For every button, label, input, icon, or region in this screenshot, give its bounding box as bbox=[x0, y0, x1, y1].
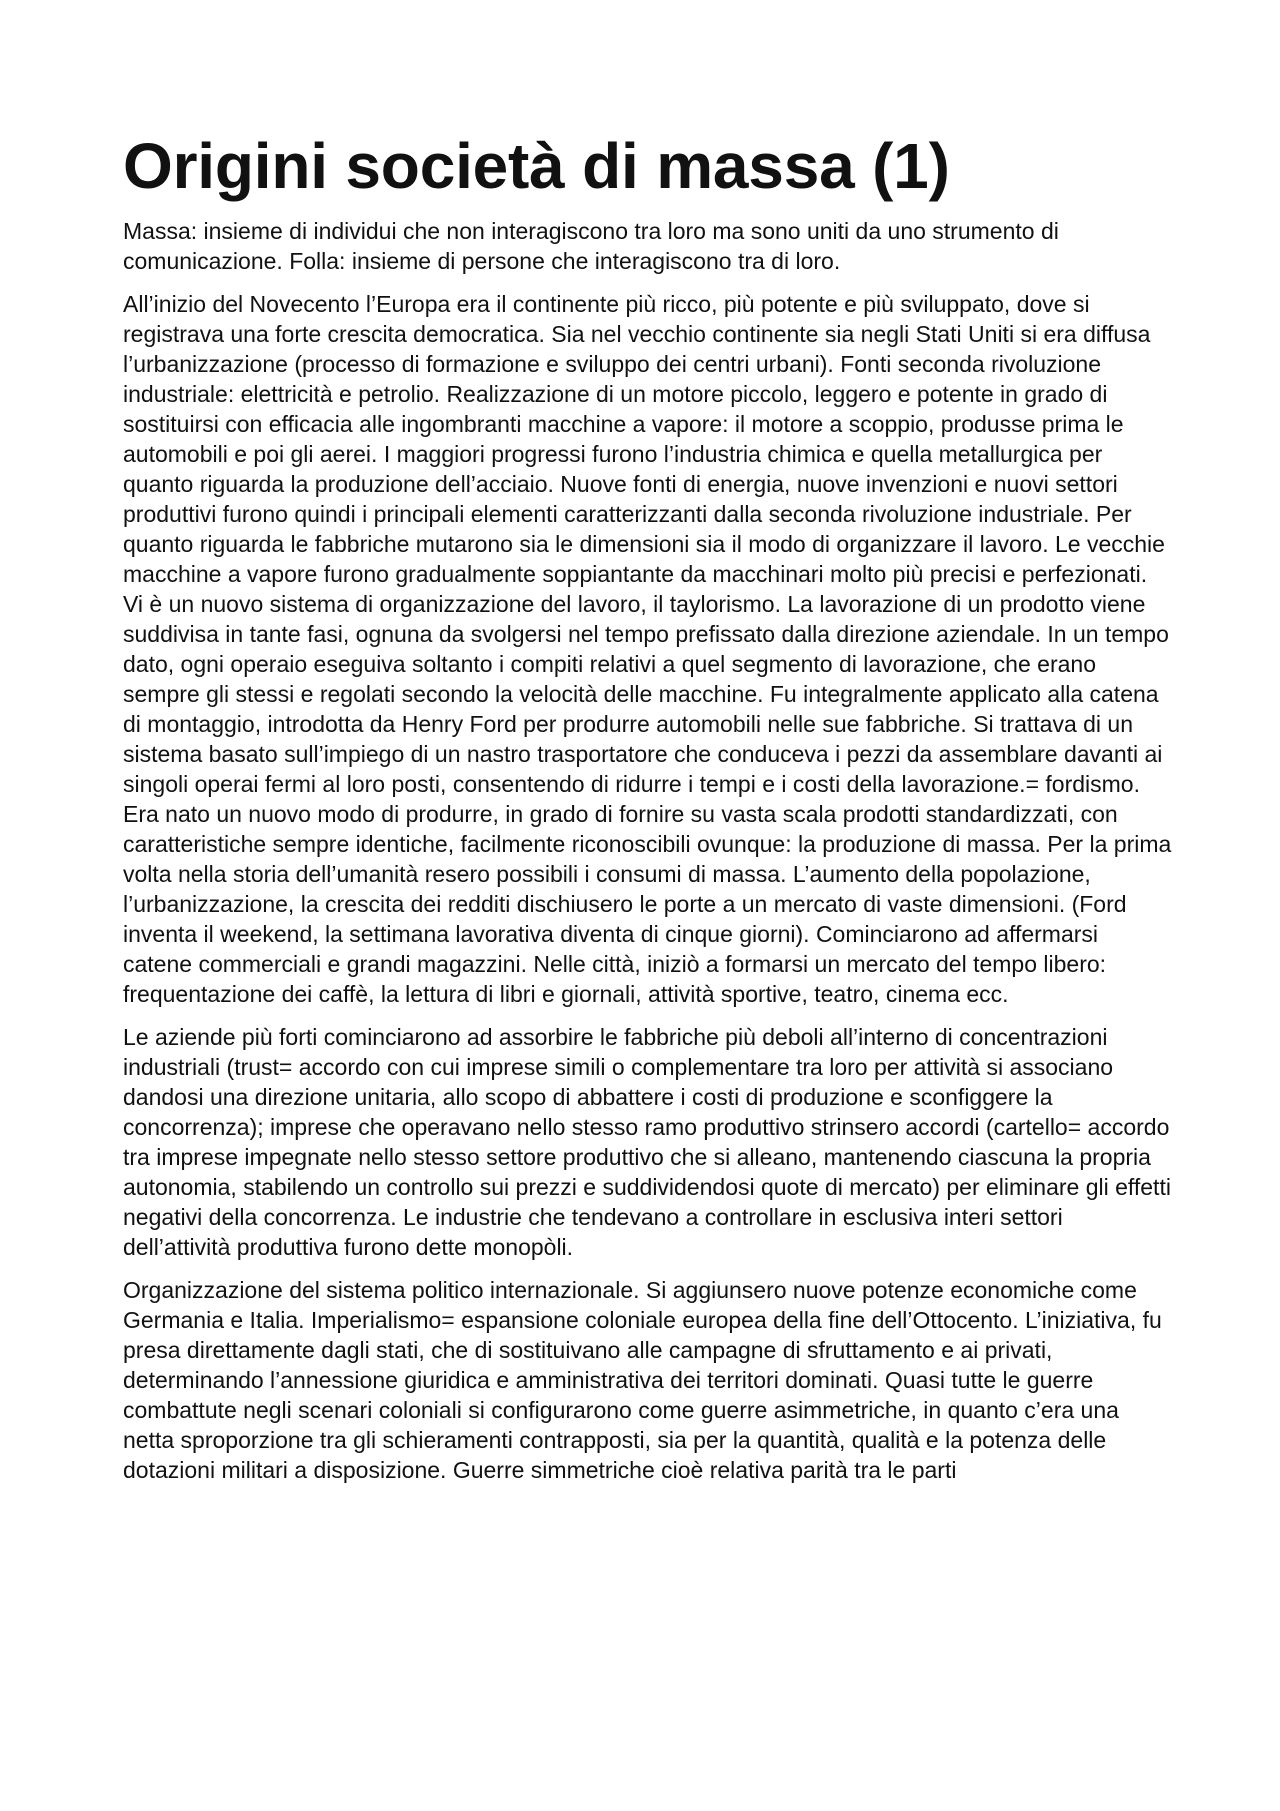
paragraph-definitions: Massa: insieme di individui che non interagiscono tra loro ma sono uniti da uno strumento di comunicazione. Folla: insieme di persone che interagiscono tra di loro. bbox=[123, 218, 1059, 274]
page-title: Origini società di massa (1) bbox=[123, 130, 950, 202]
document-page bbox=[123, 128, 1173, 1498]
paragraph-imperialism: Organizzazione del sistema politico internazionale. Si aggiunsero nuove potenze economiche come Germania e Italia. Imperialismo= espansione coloniale europea della fine dell’Ottocento. L’iniziativa, fu presa direttamente dagli stati, che di sostituivano alle campagne di sfruttamento e ai privati, determinando l’annessione giuridica e amministrativa dei territori dominati. Quasi tutte le guerre combattute negli scenari coloniali si configurarono come guerre asimmetriche, in quanto c’era una netta sproporzione tra gli schieramenti contrapposti, sia per la quantità, qualità e la potenza delle dotazioni militari a disposizione. Guerre simmetriche cioè relativa parità tra le parti bbox=[123, 1277, 1162, 1483]
paragraph-second-industrial-revolution: All’inizio del Novecento l’Europa era il continente più ricco, più potente e più sviluppato, dove si registrava una forte crescita democratica. Sia nel vecchio continente sia negli Stati Uniti si era diffusa l’urbanizzazione (processo di formazione e sviluppo dei centri urbani). Fonti seconda rivoluzione industriale: elettricità e petrolio. Realizzazione di un motore piccolo, leggero e potente in grado di sostituirsi con efficacia alle ingombranti macchine a vapore: il motore a scoppio, produsse prima le automobili e poi gli aerei. I maggiori progressi furono l’industria chimica e quella metallurgica per quanto riguarda la produzione dell’acciaio. Nuove fonti di energia, nuove invenzioni e nuovi settori produttivi furono quindi i principali elementi caratterizzanti dalla seconda rivoluzione industriale. Per quanto riguarda le fabbriche mutarono sia le dimensioni sia il modo di organizzare il lavoro. Le vecchie macchine a vapore furono gradualmente soppiantante da macchinari molto più precisi e perfezionati. Vi è un nuovo sistema di organizzazione del lavoro, il taylorismo. La lavorazione di un prodotto viene suddivisa in tante fasi, ognuna da svolgersi nel tempo prefissato dalla direzione aziendale. In un tempo dato, ogni operaio eseguiva soltanto i compiti relativi a quel segmento di lavorazione, che erano sempre gli stessi e regolati secondo la velocità delle macchine. Fu integralmente applicato alla catena di montaggio, introdotta da Henry Ford per produrre automobili nelle sue fabbriche. Si trattava di un sistema basato sull’impiego di un nastro trasportatore che conduceva i pezzi da assemblare davanti ai singoli operai fermi al loro posti, consentendo di ridurre i tempi e i costi della lavorazione.= fordismo. Era nato un nuovo modo di produrre, in grado di fornire su vasta scala prodotti standardizzati, con caratteristiche sempre identiche, facilmente riconoscibili ovunque: la produzione di massa. Per la prima volta nella storia dell’umanità resero possibili i consumi di massa. L’aumento della popolazione, l’urbanizzazione, la crescita dei redditi dischiusero le porte a un mercato di vaste dimensioni. (Ford inventa il weekend, la settimana lavorativa diventa di cinque giorni). Cominciarono ad affermarsi catene commerciali e grandi magazzini. Nelle città, iniziò a formarsi un mercato del tempo libero: frequentazione dei caffè, la lettura di libri e giornali, attività sportive, teatro, cinema ecc. bbox=[123, 291, 1172, 1007]
paragraph-industrial-concentrations: Le aziende più forti cominciarono ad assorbire le fabbriche più deboli all’interno di concentrazioni industriali (trust= accordo con cui imprese simili o complementare tra loro per attività si associano dandosi una direzione unitaria, allo scopo di abbattere i costi di produzione e sconfiggere la concorrenza); imprese che operavano nello stesso ramo produttivo strinsero accordi (cartello= accordo tra imprese impegnate nello stesso settore produttivo che si alleano, mantenendo ciascuna la propria autonomia, stabilendo un controllo sui prezzi e suddividendosi quote di mercato) per eliminare gli effetti negativi della concorrenza. Le industrie che tendevano a controllare in esclusiva interi settori dell’attività produttiva furono dette monopòli. bbox=[123, 1024, 1171, 1260]
